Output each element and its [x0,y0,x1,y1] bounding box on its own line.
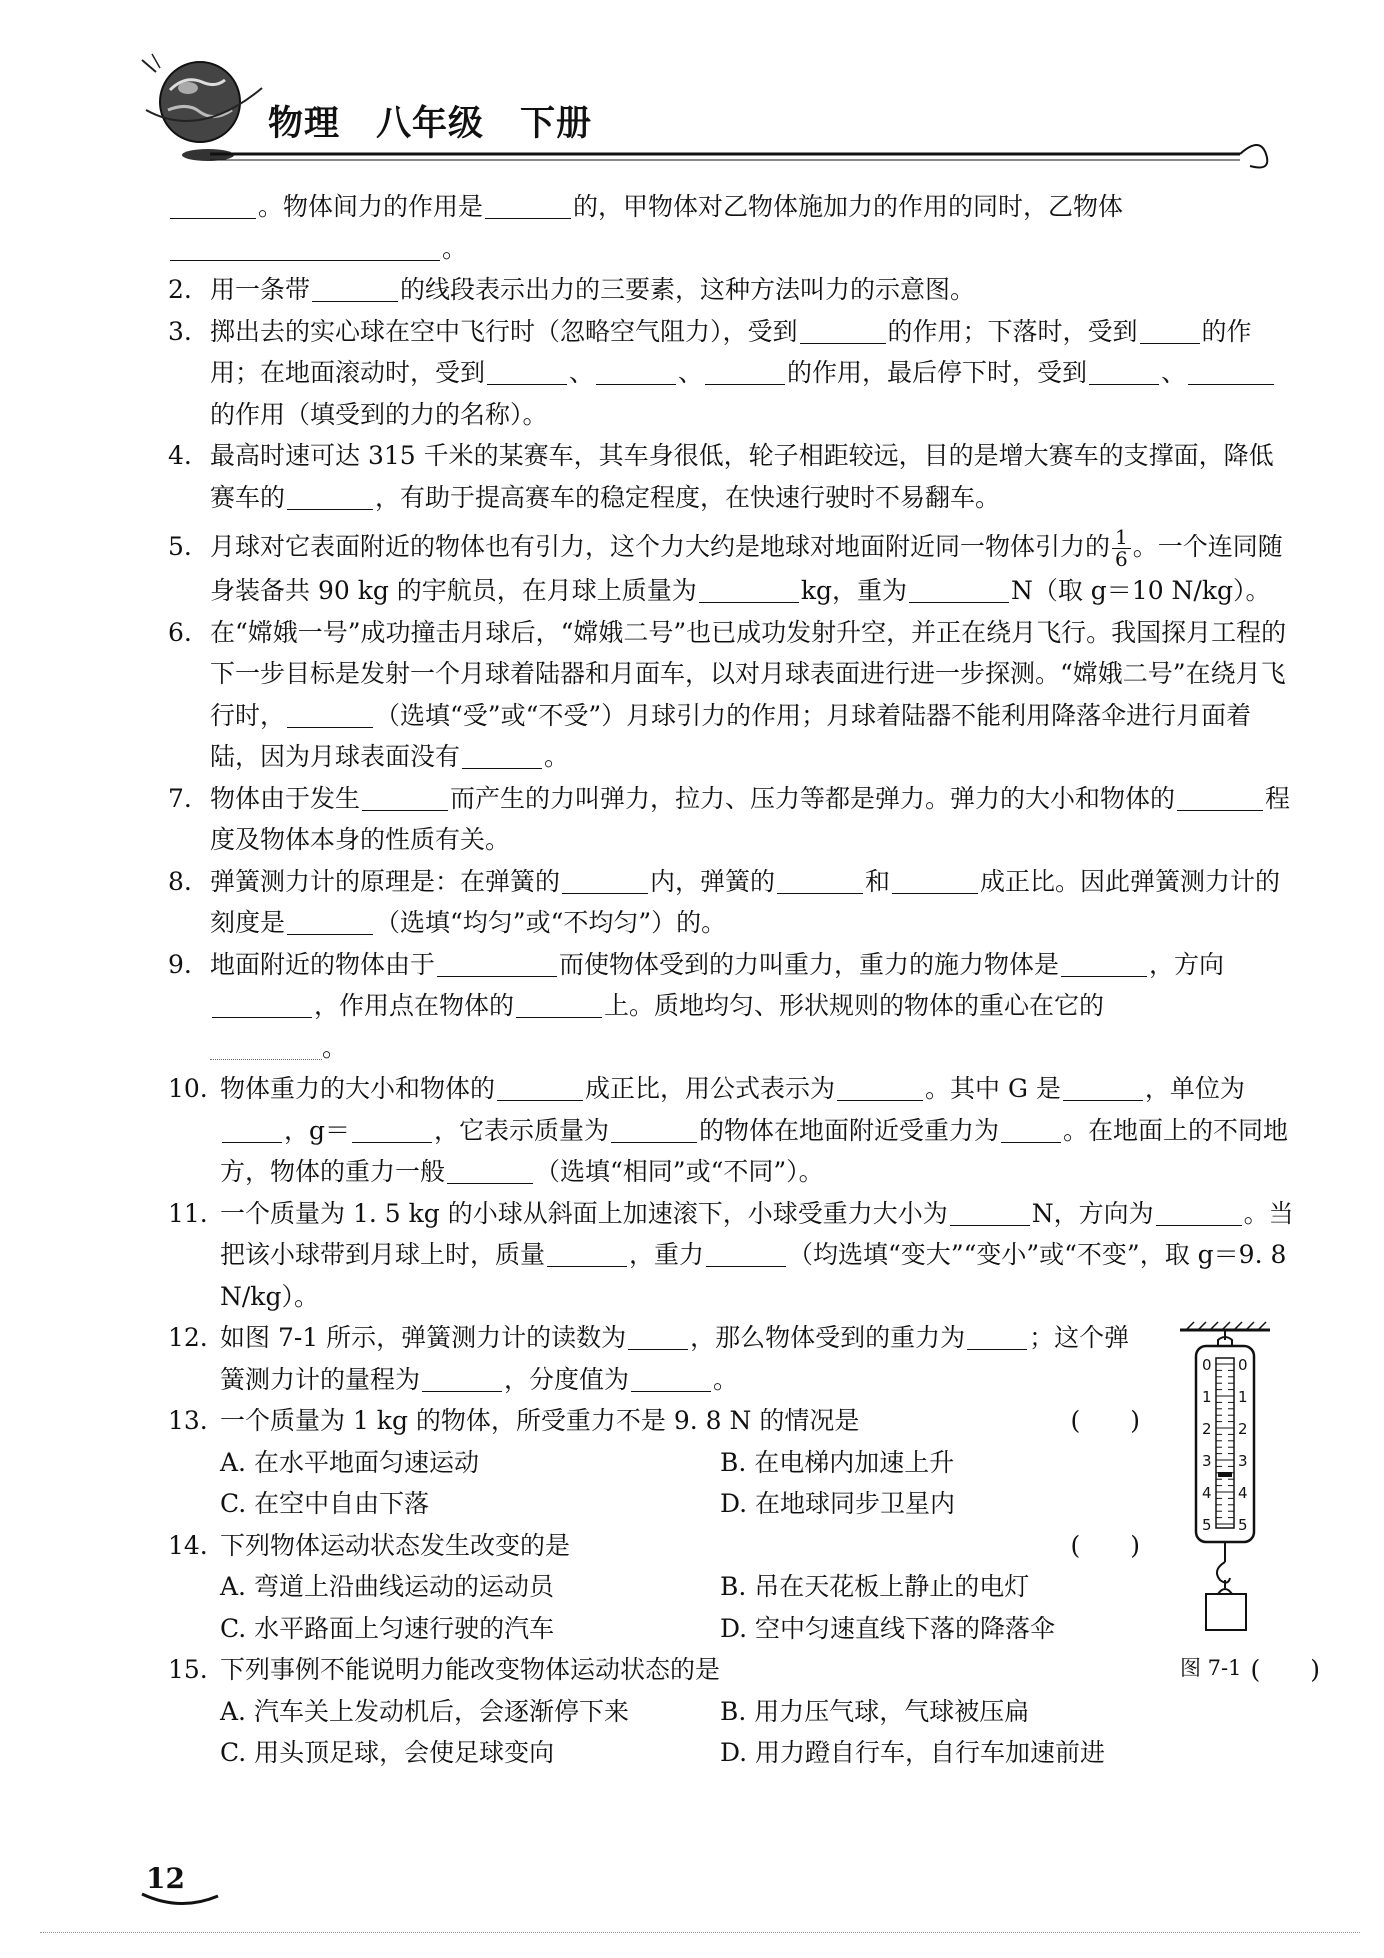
option-d[interactable]: D. 用力蹬自行车，自行车加速前进 [720,1738,1106,1767]
answer-blank[interactable] [705,358,785,385]
question-text: 。 [442,233,468,263]
question-text: 和 [865,866,891,896]
option-b[interactable]: B. 在电梯内加速上升 [720,1447,955,1477]
answer-blank[interactable] [547,1240,627,1267]
question-text: （选填“受”或“不受”）月球引力的作用；月球着陆器不能利用降落伞进行月面着陆，因为月球表面没有 [210,700,1252,771]
question-number: 11. [168,1198,208,1228]
question-text: 用一条带 [210,275,311,304]
question-text: ，它表示质量为 [434,1115,610,1145]
scale-label-right: 2 [1238,1420,1248,1438]
answer-blank[interactable] [485,192,571,219]
question-number: 3. [168,316,192,346]
question-number: 8. [168,866,192,896]
option-d[interactable]: D. 空中匀速直线下落的降落伞 [720,1613,1056,1643]
question-text: 最高时速可达 315 千米的某赛车，其车身很低，轮子相距较远，目的是增大赛车的支撑面，降低赛车的 [210,441,1274,512]
question-text: 程度及物体本身的性质有关。 [210,783,1291,854]
question-text: （选填“相同”或“不同”）。 [535,1157,824,1186]
answer-blank[interactable] [1188,358,1274,385]
question-10 [168,1068,1298,1193]
header-rule [210,144,1290,174]
question-text: （选填“均匀”或“不均匀”）的。 [375,908,727,937]
answer-blank[interactable] [1061,950,1147,977]
question-text: 。在地面上的不同地方，物体的重力一般 [220,1115,1289,1186]
page-number-swoosh-icon [140,1890,220,1910]
question-text: ，g＝ [284,1115,351,1145]
answer-blank[interactable] [362,784,448,811]
answer-blank[interactable] [422,1365,502,1392]
answer-blank[interactable] [497,1074,583,1101]
options-15 [168,1691,1298,1774]
question-text: ，单位为 [1144,1074,1245,1103]
answer-blank[interactable] [706,1240,786,1267]
question-5 [168,526,1298,612]
answer-blank[interactable] [800,317,886,344]
scale-label-left: 0 [1202,1356,1212,1374]
answer-blank[interactable] [287,908,373,935]
question-text: 内，弹簧的 [650,866,776,896]
header-title: 物理 八年级 下册 [268,103,593,144]
question-text: 、 [678,358,704,387]
option-b[interactable]: B. 用力压气球，气球被压扁 [720,1696,1030,1726]
question-9 [168,944,1298,1069]
answer-blank[interactable] [611,1116,697,1143]
answer-blank[interactable] [892,867,978,894]
question-text: kg，重为 [800,576,907,605]
question-13 [168,1400,1140,1442]
figure-caption: 图 7-1 [1180,1656,1242,1680]
answer-blank[interactable] [1001,1116,1061,1143]
pointer-indicator [1218,1472,1232,1477]
scale-label-left: 1 [1202,1388,1212,1406]
answer-blank[interactable] [287,483,373,510]
answer-parentheses[interactable]: ( ) [1070,1530,1140,1560]
scale-label-right: 4 [1238,1484,1248,1502]
answer-blank[interactable] [950,1199,1030,1226]
answer-blank[interactable] [628,1323,688,1350]
answer-blank[interactable] [909,576,1009,603]
question-14 [168,1525,1140,1567]
question-number: 15. [168,1655,208,1684]
answer-blank[interactable] [837,1074,923,1101]
question-text: 。 [713,1364,739,1394]
question-text: ，分度值为 [504,1364,630,1394]
question-text: 。物体间力的作用是 [258,192,484,221]
question-text: ，有助于提高赛车的稳定程度，在快速行驶时不易翻车。 [375,482,1001,512]
spring-scale-figure [1172,1292,1282,1712]
option-b[interactable]: B. 吊在天花板上静止的电灯 [720,1572,1030,1601]
question-text: 而产生的力叫弹力，拉力、压力等都是弹力。弹力的大小和物体的 [450,783,1176,813]
option-a[interactable]: A. 汽车关上发动机后，会逐渐停下来 [220,1696,629,1726]
question-text: 上。质地均匀、形状规则的物体的重心在它的 [604,991,1105,1020]
option-d[interactable]: D. 在地球同步卫星内 [720,1489,956,1518]
hanging-weight [1206,1594,1246,1630]
question-number: 6. [168,617,192,647]
question-text: 地面附近的物体由于 [210,949,436,979]
options-13 [168,1442,1298,1525]
fraction-numerator: 1 [1112,527,1131,549]
answer-blank[interactable] [516,991,602,1018]
answer-blank[interactable] [352,1116,432,1143]
scale-label-left: 4 [1202,1484,1212,1502]
question-text: 的线段表示出力的三要素，这种方法叫力的示意图。 [400,275,976,304]
fraction-one-sixth [1112,527,1131,570]
answer-blank[interactable] [487,358,567,385]
question-2 [168,269,1298,311]
question-text: N（取 g＝10 N/kg）。 [1010,576,1271,605]
scale-label-right: 5 [1238,1516,1248,1534]
question-list [168,186,1320,1774]
question-number: 13. [168,1406,208,1435]
question-text: 的作用；在地面滚动时，受到 [210,316,1252,387]
question-6 [168,612,1298,778]
question-4 [168,435,1298,518]
bottom-hook-icon [1217,1562,1230,1583]
option-c[interactable]: C. 水平路面上匀速行驶的汽车 [220,1613,555,1643]
option-c[interactable]: C. 在空中自由下落 [220,1489,430,1518]
question-number: 12. [168,1323,208,1352]
question-text: ，方向 [1149,949,1225,979]
question-text: （均选填“变大”“变小”或“不变”，取 g＝9. 8 N/kg）。 [220,1240,1287,1311]
answer-blank[interactable] [631,1365,711,1392]
question-text: ，重力 [629,1240,705,1269]
question-3 [168,311,1298,436]
scale-label-left: 3 [1202,1452,1212,1470]
question-text: 掷出去的实心球在空中飞行时（忽略空气阻力），受到 [210,316,798,346]
answer-blank[interactable] [1156,1199,1242,1226]
question-text: 如图 7-1 所示，弹簧测力计的读数为 [220,1323,627,1352]
scale-body [1196,1346,1254,1542]
question-15 [168,1649,1320,1691]
question-number: 7. [168,783,192,813]
answer-blank[interactable] [287,701,373,728]
question-1-continued [168,186,1298,269]
question-text: 的，甲物体对乙物体施加力的作用的同时，乙物体 [573,192,1124,221]
question-text: 的作用，最后停下时，受到 [787,358,1088,387]
bottom-rule [40,1932,1360,1933]
page-header [140,40,1290,170]
question-text: 月球对它表面附近的物体也有引力，这个力大约是地球对地面附近同一物体引力的 [210,532,1111,561]
question-text: 一个质量为 1 kg 的物体，所受重力不是 9. 8 N 的情况是 [220,1406,860,1435]
question-text: 、 [1161,358,1187,387]
question-text: N，方向为 [1031,1198,1154,1228]
answer-blank[interactable] [462,742,542,769]
answer-blank[interactable] [312,275,398,302]
answer-blank[interactable] [596,358,676,385]
answer-blank[interactable] [967,1323,1027,1350]
question-text: 弹簧测力计的原理是：在弹簧的 [210,866,561,896]
question-text: 。当把该小球带到月球上时，质量 [220,1198,1294,1269]
answer-blank[interactable] [222,1116,282,1143]
question-text: 的作用（填受到的力的名称）。 [210,399,548,429]
question-text: 下列事例不能说明力能改变物体运动状态的是 [220,1655,721,1684]
scale-label-right: 1 [1238,1388,1248,1406]
answer-blank[interactable] [170,192,256,219]
question-text: ，作用点在物体的 [314,991,515,1020]
question-number: 4. [168,441,192,470]
question-text: 。一个连同随身装备共 90 kg 的宇航员，在月球上质量为 [210,532,1283,605]
question-text: ；这个弹簧测力计的量程为 [220,1323,1130,1394]
page-number: 12 [146,1862,185,1895]
question-text: 一个质量为 1. 5 kg 的小球从斜面上加速滚下，小球受重力大小为 [220,1198,948,1228]
answer-blank[interactable] [777,867,863,894]
answer-blank[interactable] [1089,358,1159,385]
answer-blank[interactable] [1140,317,1200,344]
question-number: 2. [168,275,192,304]
question-text: 。其中 G 是 [925,1074,1061,1103]
answer-parentheses[interactable]: ( ) [1250,1655,1320,1684]
answer-parentheses[interactable]: ( ) [1070,1406,1140,1435]
question-text: 、 [569,358,595,387]
question-text: 下列物体运动状态发生改变的是 [220,1530,571,1560]
fraction-denominator: 6 [1115,547,1128,571]
question-text: 在“嫦娥一号”成功撞击月球后，“嫦娥二号”也已成功发射升空，并正在绕月飞行。我国探月工程的下一步目标是发射一个月球着陆器和月面车，以对月球表面进行进一步探测。“嫦娥二号”在绕月飞行时， [210,617,1287,730]
answer-blank[interactable] [1063,1074,1143,1101]
question-text: 物体重力的大小和物体的 [220,1074,496,1103]
option-a[interactable]: A. 弯道上沿曲线运动的运动员 [220,1572,554,1601]
question-text: 的物体在地面附近受重力为 [699,1115,1000,1145]
scale-label-right: 3 [1238,1452,1248,1470]
question-text: 成正比。因此弹簧测力计的刻度是 [210,866,1281,937]
answer-blank[interactable] [562,867,648,894]
scale-label-left: 5 [1202,1516,1212,1534]
question-text: 成正比，用公式表示为 [585,1074,836,1103]
question-8 [168,861,1298,944]
question-text: 而使物体受到的力叫重力，重力的施力物体是 [559,949,1060,979]
answer-blank[interactable] [447,1157,533,1184]
scale-label-right: 0 [1238,1356,1248,1374]
option-c[interactable]: C. 用头顶足球，会使足球变向 [220,1738,555,1767]
options-14 [168,1566,1298,1649]
question-text: ，那么物体受到的重力为 [690,1323,966,1352]
option-a[interactable]: A. 在水平地面匀速运动 [220,1447,479,1477]
answer-blank[interactable] [1177,784,1263,811]
question-text: 物体由于发生 [210,783,361,813]
question-7 [168,778,1298,861]
question-number: 10. [168,1074,208,1103]
question-number: 5. [168,532,192,561]
answer-blank[interactable] [170,234,440,261]
answer-blank[interactable] [212,991,312,1018]
question-11 [168,1193,1298,1318]
answer-blank[interactable] [210,1039,322,1060]
question-text: 的作用；下落时，受到 [887,316,1138,346]
answer-blank[interactable] [699,576,799,603]
question-12 [168,1317,1140,1400]
answer-blank[interactable] [437,950,557,977]
question-text: 。 [544,742,570,771]
question-number: 9. [168,949,192,979]
question-text: 。 [322,1032,348,1062]
question-number: 14. [168,1530,208,1560]
scale-label-left: 2 [1202,1420,1212,1438]
